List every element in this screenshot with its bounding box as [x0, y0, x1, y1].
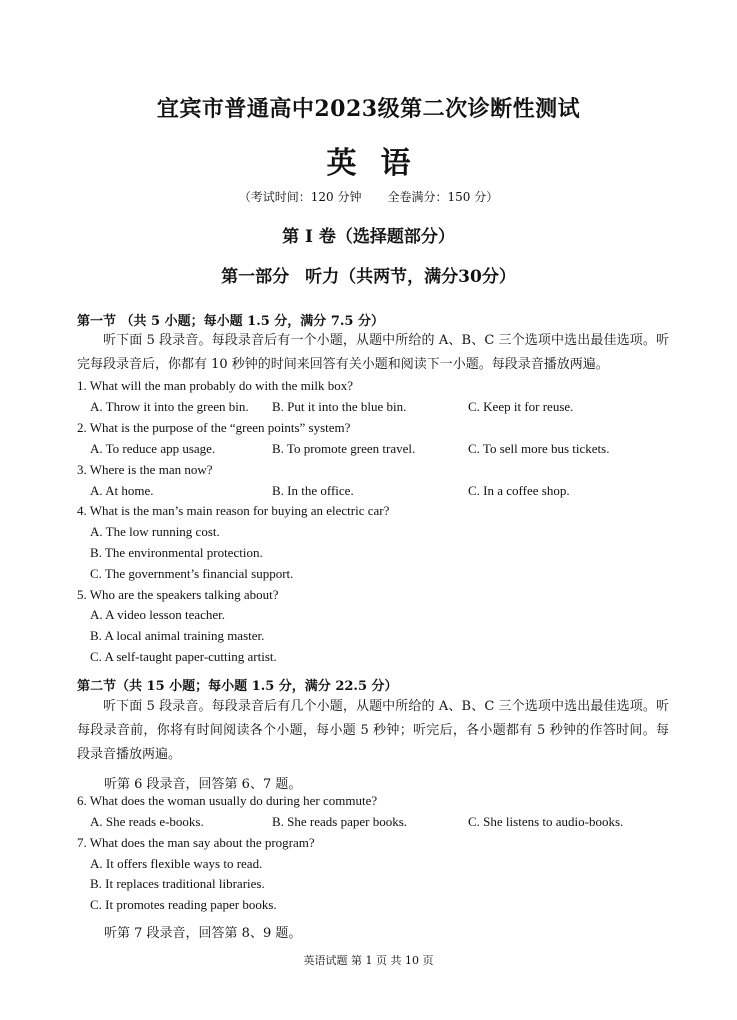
- question-5: 5. Who are the speakers talking about?: [77, 587, 279, 602]
- q7-option-a: A. It offers flexible ways to read.: [90, 856, 263, 871]
- part-heading: [0, 262, 737, 287]
- q3-option-b: B. In the office.: [272, 483, 354, 498]
- question-4: 4. What is the man’s main reason for buying an electric car?: [77, 503, 390, 518]
- section2-instructions: 听下面 5 段录音。每段录音后有几个小题，从题中所给的 A、B、C 三个选项中选出最佳选项。听每段录音前，你将有时间阅读各个小题，每小题 5 秒钟；听完后，各小题都有 5 秒钟的作答时间。每段录音播放两遍。: [77, 699, 669, 762]
- q2-option-c: C. To sell more bus tickets.: [468, 441, 610, 456]
- q1-option-c: C. Keep it for reuse.: [468, 399, 574, 414]
- subject-title: 英语: [326, 146, 435, 181]
- q4-option-a: A. The low running cost.: [90, 524, 220, 539]
- q5-option-b: B. A local animal training master.: [90, 628, 265, 643]
- question-7: 7. What does the man say about the program?: [77, 835, 315, 850]
- exam-time: （考试时间：120 分钟: [238, 190, 362, 204]
- q1-option-b: B. Put it into the blue bin.: [272, 399, 407, 414]
- q4-option-c: C. The government’s financial support.: [90, 566, 294, 581]
- q3-option-c: C. In a coffee shop.: [468, 483, 570, 498]
- exam-title: 宜宾市普通高中2023级第二次诊断性测试: [156, 96, 581, 122]
- q3-option-a: A. At home.: [90, 483, 154, 498]
- q6-option-b: B. She reads paper books.: [272, 814, 408, 829]
- exam-info: [0, 188, 737, 205]
- q6-option-c: C. She listens to audio-books.: [468, 814, 624, 829]
- question-3: 3. Where is the man now?: [77, 462, 213, 477]
- q5-option-c: C. A self-taught paper-cutting artist.: [90, 649, 277, 664]
- q7-option-b: B. It replaces traditional libraries.: [90, 876, 265, 891]
- section1-instructions: 听下面 5 段录音。每段录音后有一个小题，从题中所给的 A、B、C 三个选项中选出最佳选项。听完每段录音后，你都有 10 秒钟的时间来回答有关小题和阅读下一小题。每段录音播放两遍。: [77, 333, 669, 372]
- question-2: 2. What is the purpose of the “green points” system?: [77, 420, 351, 435]
- q2-option-a: A. To reduce app usage.: [90, 441, 216, 456]
- volume-heading: 第 I 卷（选择题部分）: [282, 227, 455, 247]
- listen-6-instruction: 听第 6 段录音，回答第 6、7 题。: [104, 777, 302, 792]
- part-label: 第一部分: [221, 267, 290, 287]
- section2-heading: 第二节（共 15 小题；每小题 1.5 分，满分 22.5 分）: [77, 679, 398, 694]
- exam-total-score: 全卷满分：150 分）: [387, 190, 499, 204]
- page-footer: 英语试题 第 1 页 共 10 页: [303, 954, 434, 967]
- q5-option-a: A. A video lesson teacher.: [90, 607, 226, 622]
- question-1: 1. What will the man probably do with the milk box?: [77, 378, 353, 393]
- q7-option-c: C. It promotes reading paper books.: [90, 897, 277, 912]
- listen-7-instruction: 听第 7 段录音，回答第 8、9 题。: [104, 926, 302, 941]
- section1-heading: 第一节 （共 5 小题；每小题 1.5 分，满分 7.5 分）: [77, 314, 384, 329]
- part-title: 听力（共两节，满分30分）: [305, 267, 516, 287]
- q6-option-a: A. She reads e-books.: [90, 814, 204, 829]
- q2-option-b: B. To promote green travel.: [272, 441, 416, 456]
- question-6: 6. What does the woman usually do during her commute?: [77, 793, 378, 808]
- q4-option-b: B. The environmental protection.: [90, 545, 263, 560]
- q1-option-a: A. Throw it into the green bin.: [90, 399, 249, 414]
